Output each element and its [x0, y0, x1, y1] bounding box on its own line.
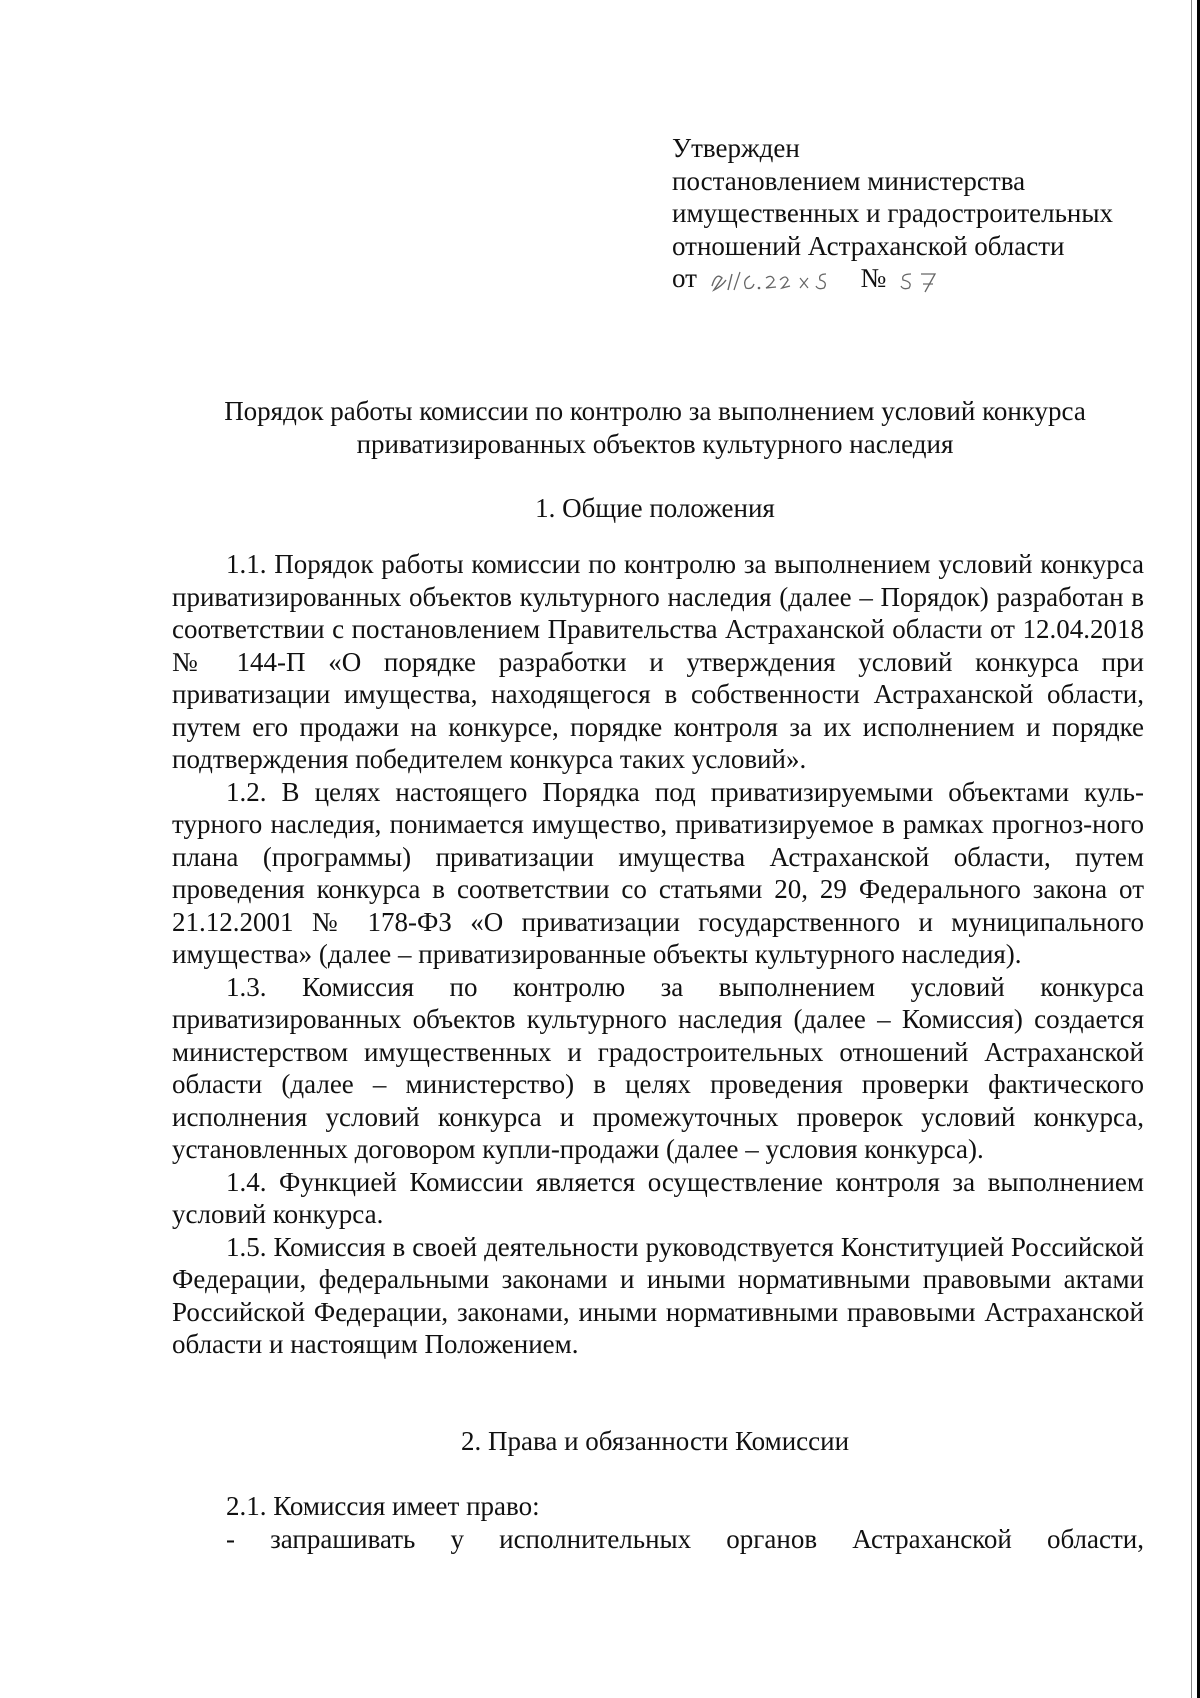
- title-line-1: Порядок работы комиссии по контролю за выполнением условий конкурса: [224, 396, 1086, 426]
- paragraph-1-2: 1.2. В целях настоящего Порядка под приватизируемыми объектами куль-турного наследия, понимается имущество, приватизируемое в рамках прогноз-ного плана (программы) приватизации имущества Астраханской области, путем проведения конкурса в соответствии со статьями 20, 29 Федерального закона от 21.12.2001 № 178-ФЗ «О приватизации государственного и муниципального имущества» (далее – приватизированные объекты культурного наследия).: [172, 776, 1144, 969]
- paragraph-1-5: 1.5. Комиссия в своей деятельности руководствуется Конституцией Российской Федерации, федеральными законами и иными нормативными правовыми актами Российской Федерации, законами, иными нормативными правовыми Астраханской области и настоящим Положением.: [172, 1231, 1144, 1359]
- section-2-body: [172, 1490, 1144, 1555]
- section-1-body: [172, 548, 1144, 1361]
- paragraph-2-1: 2.1. Комиссия имеет право:: [226, 1491, 540, 1521]
- paragraph-1-4: 1.4. Функцией Комиссии является осуществление контроля за выполнением условий конкурса.: [172, 1166, 1144, 1229]
- approval-line-1: Утвержден: [672, 133, 800, 163]
- handwritten-number: [893, 266, 953, 296]
- approval-line-2: постановлением министерства: [672, 165, 1026, 196]
- approval-date-line: [672, 262, 1113, 296]
- date-prefix: от: [672, 263, 697, 293]
- section-2-heading: 2. Права и обязанности Комиссии: [460, 1426, 850, 1456]
- approval-block: [672, 132, 1113, 296]
- approval-line-4: отношений Астраханской области: [672, 230, 1065, 261]
- handwritten-date: [704, 266, 854, 296]
- section-1-heading: 1. Общие положения: [535, 493, 775, 523]
- approval-line-3: имущественных и градостроительных: [672, 198, 1114, 228]
- paragraph-1-1: 1.1. Порядок работы комиссии по контролю за выполнением условий конкурса приватизированных объектов культурного наследия (далее – Порядок) разработан в соответствии с постановлением Правительства Астраханской области от 12.04.2018 № 144-П «О порядке разработки и утверждения условий конкурса при приватизации имущества, находящегося в собственности Астраханской области, путем его продажи на конкурсе, порядке контроля за их исполнением и порядке подтверждения победителем конкурса таких условий».: [172, 549, 1144, 774]
- scan-edge-inner: [1191, 0, 1192, 1698]
- number-prefix: №: [860, 263, 887, 293]
- paragraph-1-3: 1.3. Комиссия по контролю за выполнением условий конкурса приватизированных объектов культурного наследия (далее – Комиссия) создается министерством имущественных и градостроительных отношений Астраханской области (далее – министерство) в целях проведения проверки фактического исполнения условий конкурса и промежуточных проверок условий конкурса, установленных договором купли-продажи (далее – условия конкурса).: [172, 971, 1144, 1164]
- list-item-1: - запрашивать у исполнительных органов Астраханской области,: [226, 1523, 1144, 1554]
- title-line-2: приватизированных объектов культурного наследия: [356, 429, 954, 459]
- document-title: [170, 395, 1140, 461]
